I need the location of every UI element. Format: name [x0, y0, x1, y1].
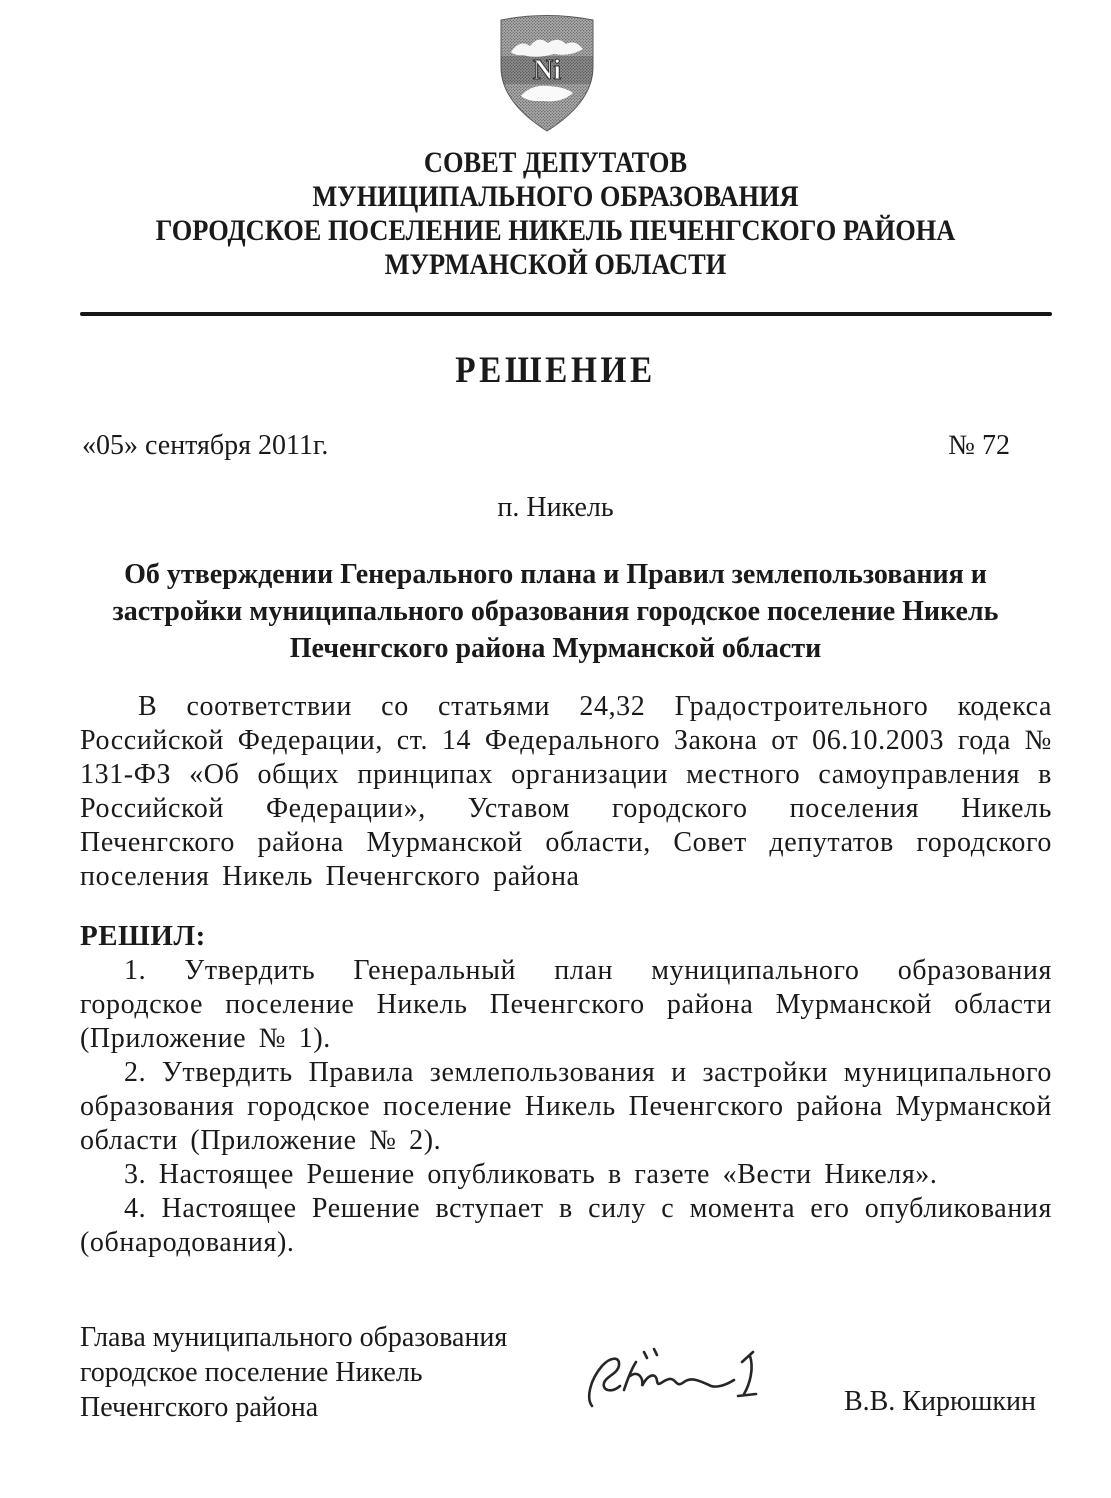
signatory-title: [80, 1320, 507, 1425]
resolution-item: 2. Утвердить Правила землепользования и застройки муниципального образования городское поселение Никель Печенгского района Мурманской области (Приложение № 2).: [80, 1057, 1052, 1156]
doc-preamble: В соответствии со статьями 24,32 Градостроительного кодекса Российской Федерации, ст. 14 Федерального Закона от 06.10.2003 года № 131-ФЗ «Об общих принципах организации местного самоуправления в Российской Федерации», Уставом городского поселения Никель Печенгского района Мурманской области, Совет депутатов городского поселения Никель Печенгского района: [80, 691, 1052, 892]
date-number-row: [82, 430, 1010, 462]
subject-line: Об утверждении Генерального плана и Правил землепользования и: [124, 559, 987, 590]
org-name-line: МУНИЦИПАЛЬНОГО ОБРАЗОВАНИЯ: [312, 180, 799, 213]
subject-line: застройки муниципального образования городское поселение Никель: [112, 596, 999, 627]
subject-line: Печенгского района Мурманской области: [289, 633, 822, 664]
doc-subject: [0, 556, 1111, 667]
signatory-title-line: городское поселение Никель: [80, 1357, 423, 1388]
resolution-item: 3. Настоящее Решение опубликовать в газете «Вести Никеля».: [124, 1159, 938, 1190]
org-name-line: МУРМАНСКОЙ ОБЛАСТИ: [384, 248, 727, 281]
resolution-items: [80, 954, 1052, 1260]
signature-scribble: [578, 1336, 778, 1412]
resolution-item: 4. Настоящее Решение вступает в силу с момента его опубликования (обнародования).: [80, 1193, 1052, 1258]
doc-type-title: РЕШЕНИЕ: [455, 350, 656, 391]
emblem-ni-label: Ni: [533, 55, 561, 86]
org-name-line: ГОРОДСКОЕ ПОСЕЛЕНИЕ НИКЕЛЬ ПЕЧЕНГСКОГО РАЙОНА: [155, 214, 956, 247]
resolution-item: 1. Утвердить Генеральный план муниципального образования городское поселение Никель Печенгского района Мурманской области (Приложение № 1).: [80, 955, 1052, 1054]
doc-number: № 72: [948, 430, 1010, 461]
letterhead-rule: [80, 312, 1052, 316]
doc-place: п. Никель: [497, 492, 614, 523]
doc-date: «05» сентября 2011г.: [82, 430, 329, 461]
signatory-title-line: Глава муниципального образования: [80, 1322, 508, 1353]
letterhead: [67, 146, 1045, 282]
org-name-line: СОВЕТ ДЕПУТАТОВ: [423, 146, 688, 179]
resolved-heading: РЕШИЛ:: [80, 920, 206, 952]
coat-of-arms-icon: [496, 12, 598, 134]
signatory-title-line: Печенгского района: [80, 1392, 319, 1423]
signatory-name: В.В. Кирюшкин: [843, 1386, 1036, 1417]
